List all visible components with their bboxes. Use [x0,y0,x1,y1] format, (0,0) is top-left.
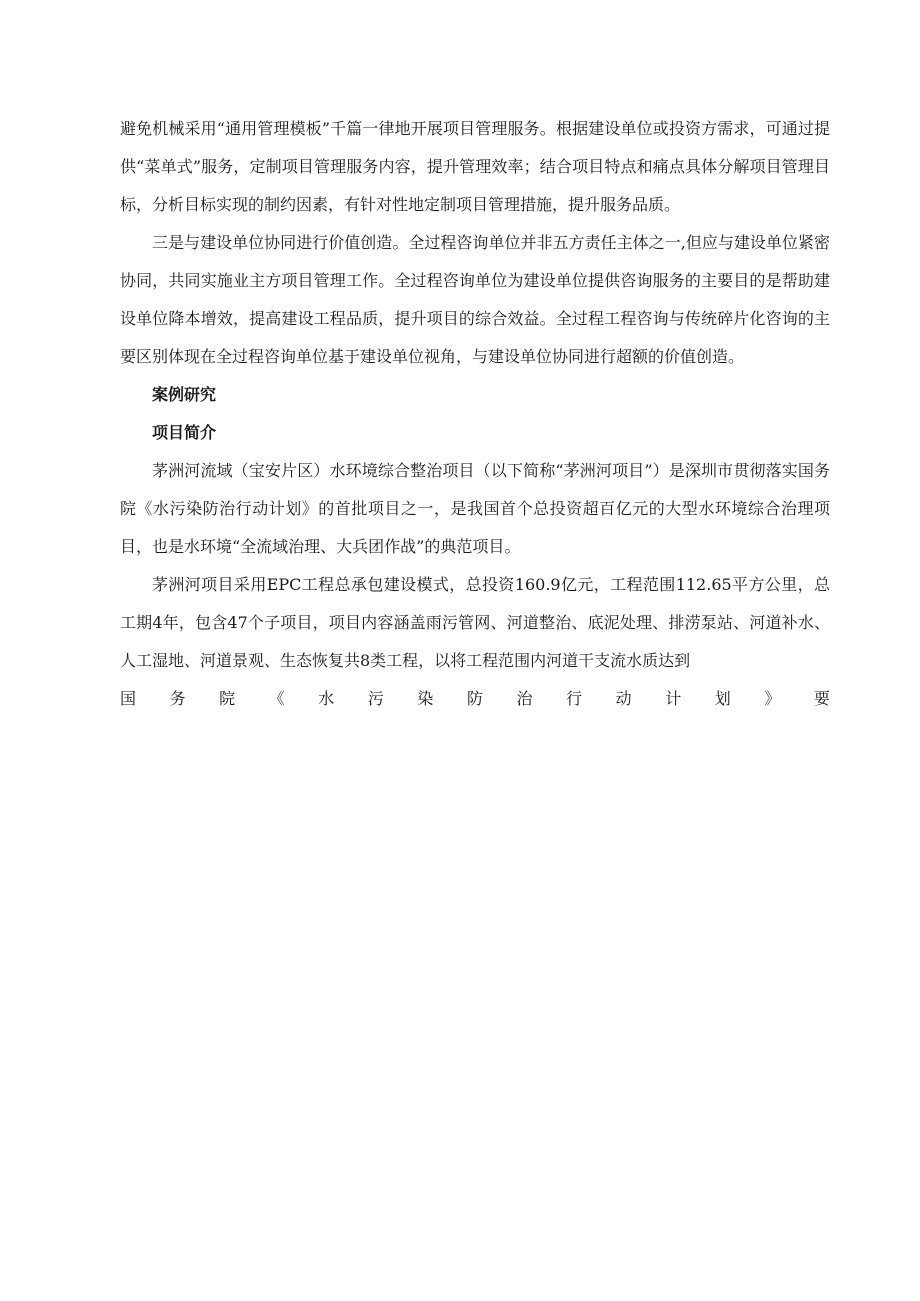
last-line-char: 国 [120,689,137,708]
last-line-char: 划 [714,689,731,708]
last-line-char: 污 [367,689,384,708]
paragraph-value-creation: 三是与建设单位协同进行价值创造。全过程咨询单位并非五方责任主体之一,但应与建设单位紧密协同，共同实施业主方项目管理工作。全过程咨询单位为建设单位提供咨询服务的主要目的是帮助建设单位降本增效，提高建设工程品质，提升项目的综合效益。全过程工程咨询与传统碎片化咨询的主要区别体现在全过程咨询单位基于建设单位视角，与建设单位协同进行超额的价值创造。 [120,233,830,366]
paragraph-maozhou-details: 茅洲河项目采用EPC工程总承包建设模式，总投资160.9亿元，工程范围112.65平方公里，总工期4年，包含47个子项目，项目内容涵盖雨污管网、河道整治、底泥处理、排涝泵站、河道补水、人工湿地、河道景观、生态恢复共8类工程，以将工程范围内河道干支流水质达到 [120,575,830,670]
last-line-char: 院 [219,689,236,708]
last-line-char: 计 [665,689,682,708]
last-line-char: 水 [318,689,335,708]
heading-project-intro: 项目简介 [152,423,217,442]
paragraph-last-line [120,680,830,718]
heading-case-study: 案例研究 [152,385,217,404]
last-line-char: 动 [615,689,632,708]
paragraph-maozhou-intro: 茅洲河流域（宝安片区）水环境综合整治项目（以下简称“茅洲河项目”）是深圳市贯彻落实国务院《水污染防治行动计划》的首批项目之一，是我国首个总投资超百亿元的大型水环境综合治理项目，也是水环境“全流域治理、大兵团作战”的典范项目。 [120,461,830,556]
last-line-char: 染 [417,689,434,708]
document-body [120,110,830,718]
last-line-char: 防 [466,689,483,708]
last-line-char: 行 [566,689,583,708]
last-line-char: 《 [268,689,285,708]
paragraph-project-management: 避免机械采用“通用管理模板”千篇一律地开展项目管理服务。根据建设单位或投资方需求，可通过提供“菜单式”服务，定制项目管理服务内容，提升管理效率；结合项目特点和痛点具体分解项目管理目标，分析目标实现的制约因素，有针对性地定制项目管理措施，提升服务品质。 [120,119,830,214]
last-line-char: 务 [169,689,186,708]
last-line-char: 》 [764,689,781,708]
last-line-char: 治 [516,689,533,708]
last-line-char: 要 [813,689,830,708]
